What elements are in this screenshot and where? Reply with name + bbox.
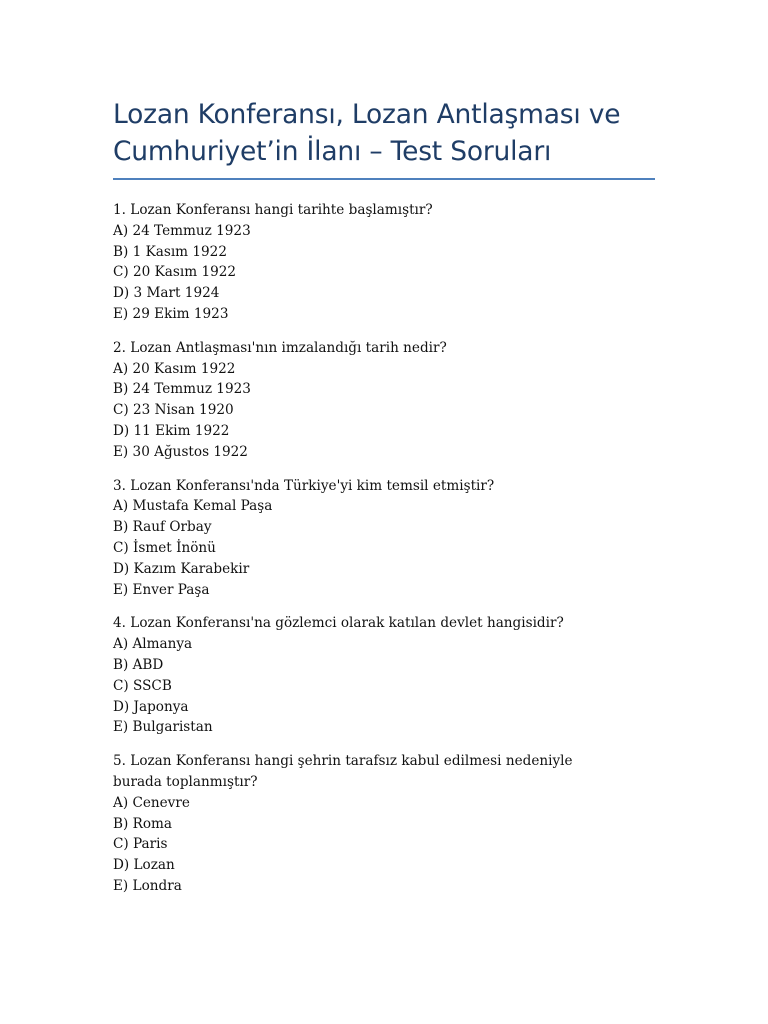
answer-option-c: C) Paris bbox=[113, 836, 168, 853]
question-text: 4. Lozan Konferansı'na gözlemci olarak katılan devlet hangisidir? bbox=[113, 615, 564, 632]
question-1 bbox=[113, 200, 655, 325]
answer-option-d: D) 11 Ekim 1922 bbox=[113, 422, 230, 439]
answer-option-b: B) ABD bbox=[113, 656, 164, 673]
answer-option-b: B) Rauf Orbay bbox=[113, 519, 212, 536]
answer-option-d: D) Japonya bbox=[113, 698, 189, 715]
answer-option-e: E) Bulgaristan bbox=[113, 719, 213, 736]
answer-option-b: B) 24 Temmuz 1923 bbox=[113, 381, 251, 398]
answer-option-c: C) 23 Nisan 1920 bbox=[113, 402, 234, 419]
answer-option-a: A) 24 Temmuz 1923 bbox=[113, 222, 251, 239]
answer-option-c: C) 20 Kasım 1922 bbox=[113, 264, 237, 281]
document-title: Lozan Konferansı, Lozan Antlaşması ve Cumhuriyet’in İlanı – Test Soruları bbox=[113, 99, 621, 167]
question-text: 2. Lozan Antlaşması'nın imzalandığı tarih nedir? bbox=[113, 339, 447, 356]
answer-option-a: A) Almanya bbox=[113, 636, 193, 653]
question-text: 3. Lozan Konferansı'nda Türkiye'yi kim temsil etmiştir? bbox=[113, 477, 495, 494]
answer-option-e: E) Londra bbox=[113, 877, 182, 894]
answer-option-d: D) Kazım Karabekir bbox=[113, 560, 250, 577]
answer-option-d: D) Lozan bbox=[113, 857, 175, 874]
title-underline-rule bbox=[113, 178, 655, 180]
answer-option-e: E) Enver Paşa bbox=[113, 581, 210, 598]
answer-option-a: A) 20 Kasım 1922 bbox=[113, 360, 236, 377]
question-text: 1. Lozan Konferansı hangi tarihte başlamıştır? bbox=[113, 202, 433, 218]
question-list bbox=[113, 200, 655, 897]
answer-option-c: C) SSCB bbox=[113, 677, 172, 694]
question-4 bbox=[113, 613, 655, 738]
answer-option-b: B) Roma bbox=[113, 815, 173, 832]
question-text: 5. Lozan Konferansı hangi şehrin tarafsız kabul edilmesi nedeniyle burada toplanmıştır? bbox=[113, 753, 573, 790]
document-page bbox=[113, 96, 655, 910]
question-5 bbox=[113, 751, 655, 897]
answer-option-a: A) Mustafa Kemal Paşa bbox=[113, 498, 273, 515]
question-2 bbox=[113, 338, 655, 463]
answer-option-a: A) Cenevre bbox=[113, 794, 190, 811]
answer-option-c: C) İsmet İnönü bbox=[113, 539, 216, 556]
answer-option-e: E) 30 Ağustos 1922 bbox=[113, 443, 248, 460]
answer-option-d: D) 3 Mart 1924 bbox=[113, 285, 220, 302]
answer-option-b: B) 1 Kasım 1922 bbox=[113, 243, 227, 260]
answer-option-e: E) 29 Ekim 1923 bbox=[113, 305, 229, 322]
question-3 bbox=[113, 476, 655, 601]
